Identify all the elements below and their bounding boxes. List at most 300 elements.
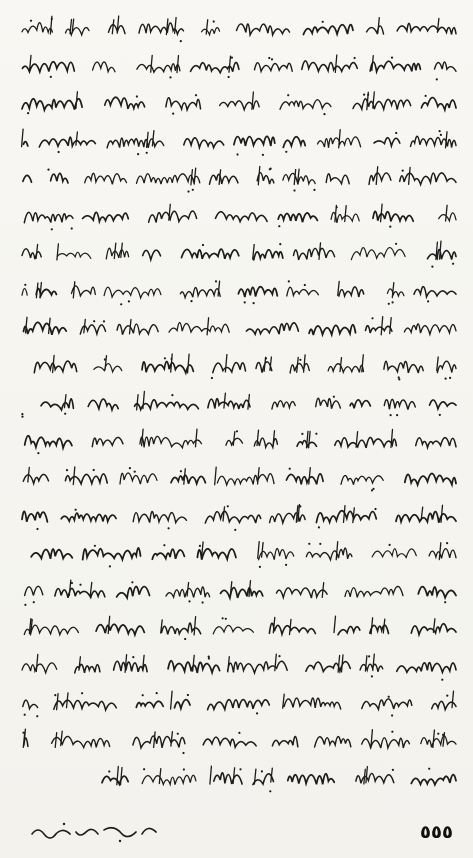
handwriting-dot <box>270 168 272 170</box>
handwriting-stroke <box>187 582 189 596</box>
handwriting-word <box>25 435 72 447</box>
handwriting-word <box>411 775 456 785</box>
handwriting-stroke <box>336 542 338 560</box>
handwriting-stroke <box>57 694 59 710</box>
handwriting-dot <box>322 21 324 23</box>
handwriting-stroke <box>184 469 186 484</box>
handwriting-dot <box>75 508 77 510</box>
handwriting-word <box>24 212 73 222</box>
handwriting-stroke <box>224 393 226 408</box>
handwriting-strokes <box>18 764 460 794</box>
handwriting-word <box>345 586 403 597</box>
handwriting-word <box>213 625 253 634</box>
handwriting-word <box>92 437 123 446</box>
handwriting-dot <box>50 75 52 77</box>
handwriting-word <box>278 212 317 221</box>
handwriting-dot <box>213 20 215 22</box>
handwriting-stroke <box>381 204 383 222</box>
handwriting-stroke <box>372 55 374 70</box>
handwriting-word <box>24 625 78 635</box>
handwriting-word <box>208 399 250 409</box>
handwriting-stroke <box>55 732 57 747</box>
handwriting-stroke <box>409 167 411 184</box>
handwriting-stroke <box>364 769 366 784</box>
handwriting-stroke <box>130 320 132 334</box>
handwriting-word <box>288 774 334 784</box>
handwriting-dot <box>136 95 138 97</box>
handwriting-word <box>255 62 293 71</box>
handwriting-dot <box>184 638 186 640</box>
handwriting-dot <box>129 467 131 469</box>
handwriting-word <box>61 513 116 521</box>
handwriting-word <box>338 627 360 635</box>
handwriting-word <box>133 511 186 522</box>
handwriting-stroke <box>383 619 385 633</box>
handwriting-stroke <box>452 691 454 708</box>
handwriting-stroke <box>322 582 324 597</box>
handwriting-word <box>335 437 397 447</box>
handwriting-strokes <box>18 614 460 644</box>
handwriting-dot <box>64 413 66 415</box>
handwriting-word <box>272 401 295 409</box>
handwriting-word <box>117 586 150 597</box>
handwriting-dot <box>109 565 111 567</box>
handwriting-dot <box>439 130 441 132</box>
handwriting-dot <box>446 695 448 697</box>
handwriting-word <box>254 250 283 260</box>
handwriting-dot <box>427 300 429 302</box>
handwriting-word <box>367 26 384 34</box>
handwriting-word <box>105 97 145 109</box>
handwriting-dot <box>234 528 236 530</box>
handwriting-word <box>25 586 43 595</box>
handwriting-word <box>326 174 349 184</box>
handwriting-word <box>356 773 394 783</box>
handwriting-stroke <box>258 542 260 559</box>
handwriting-strokes <box>18 352 460 382</box>
handwriting-word <box>203 737 256 747</box>
handwriting-dot <box>211 376 213 378</box>
handwriting-stroke <box>79 656 81 669</box>
handwriting-dot <box>371 675 373 677</box>
handwriting-strokes <box>18 502 460 532</box>
handwriting-stroke <box>36 654 38 671</box>
handwriting-stroke <box>228 656 230 671</box>
handwritten-line <box>18 577 460 607</box>
handwriting-stroke <box>381 317 383 335</box>
handwriting-dot <box>390 414 392 416</box>
handwritten-line <box>18 652 460 682</box>
handwriting-stroke <box>262 543 264 558</box>
handwriting-word <box>316 510 376 522</box>
handwriting-dot <box>239 768 241 770</box>
handwriting-word <box>137 174 200 184</box>
handwriting-dot <box>431 266 433 268</box>
handwriting-word <box>41 399 73 410</box>
handwriting-word <box>166 98 201 110</box>
handwriting-stroke <box>344 505 346 522</box>
handwriting-word <box>362 737 410 747</box>
handwriting-word <box>175 700 191 709</box>
handwriting-stroke <box>171 354 173 372</box>
handwriting-dot <box>21 416 23 418</box>
handwriting-word <box>83 548 141 560</box>
handwriting-stroke <box>371 618 373 634</box>
handwriting-dot <box>304 283 306 285</box>
handwriting-word <box>213 362 246 372</box>
handwriting-stroke <box>105 355 107 369</box>
handwriting-dot <box>24 603 26 605</box>
handwriting-dot <box>195 94 197 96</box>
handwriting-dot <box>315 432 317 434</box>
handwriting-dot <box>208 655 210 657</box>
handwriting-dot <box>188 600 190 602</box>
handwritten-line <box>18 352 460 382</box>
handwriting-dot <box>449 376 451 378</box>
handwriting-dot <box>402 170 404 172</box>
handwriting-word <box>51 173 68 183</box>
handwriting-word <box>149 210 197 222</box>
handwriting-stroke <box>207 318 209 335</box>
handwriting-word <box>180 287 220 297</box>
handwriting-dot <box>389 544 391 546</box>
handwriting-dot <box>51 18 53 20</box>
handwriting-word <box>66 28 90 35</box>
handwriting-word <box>353 99 411 110</box>
handwriting-strokes <box>18 539 460 569</box>
handwriting-stroke <box>188 354 190 373</box>
handwriting-dot <box>444 601 446 603</box>
handwriting-word <box>31 549 72 559</box>
handwriting-strokes <box>18 689 460 719</box>
handwriting-dot <box>54 694 56 696</box>
handwriting-dot <box>36 715 38 717</box>
handwriting-word <box>302 60 358 70</box>
handwriting-stroke <box>194 617 196 635</box>
handwriting-dot <box>371 317 373 319</box>
handwriting-strokes <box>18 577 460 607</box>
handwriting-dot <box>391 56 393 58</box>
handwriting-stroke <box>334 616 336 633</box>
handwriting-dot <box>261 770 263 772</box>
handwriting-word <box>360 664 383 672</box>
handwritten-line <box>18 727 460 757</box>
handwriting-word <box>253 774 274 785</box>
handwriting-stroke <box>309 468 311 484</box>
handwriting-word <box>237 24 290 35</box>
handwriting-word <box>140 436 202 447</box>
handwriting-word <box>214 773 242 784</box>
handwriting-dot <box>24 283 26 285</box>
handwriting-word <box>397 662 456 672</box>
handwriting-word <box>366 326 392 333</box>
handwriting-word <box>272 736 297 746</box>
handwritten-line <box>18 427 460 457</box>
handwriting-word <box>430 400 457 409</box>
handwriting-word <box>220 101 260 110</box>
handwriting-dot <box>392 769 394 771</box>
handwriting-dot <box>398 376 400 378</box>
handwriting-word <box>341 475 383 484</box>
handwriting-word <box>309 325 355 335</box>
handwriting-word <box>414 286 456 296</box>
handwriting-word <box>421 735 456 747</box>
handwriting-word <box>303 25 353 35</box>
handwriting-dot <box>93 469 95 471</box>
handwriting-word <box>396 511 456 522</box>
handwriting-dot <box>389 225 391 227</box>
handwriting-word <box>34 361 76 373</box>
handwriting-stroke <box>258 167 260 185</box>
handwriting-word <box>374 137 400 145</box>
handwriting-word <box>418 586 456 597</box>
handwriting-word <box>277 587 328 597</box>
handwriting-word <box>120 473 157 484</box>
handwriting-word <box>143 250 161 260</box>
handwriting-word <box>421 98 456 110</box>
handwriting-word <box>54 700 117 710</box>
handwriting-stroke <box>271 768 273 782</box>
handwriting-stroke <box>28 467 30 482</box>
handwritten-line <box>18 202 460 232</box>
handwritten-text-block <box>18 14 460 804</box>
handwriting-strokes <box>18 14 460 44</box>
handwriting-dot <box>180 470 182 472</box>
handwriting-word <box>259 549 294 560</box>
handwriting-stroke <box>76 92 78 109</box>
handwriting-stroke <box>151 55 153 72</box>
handwriting-dot <box>37 452 39 454</box>
handwritten-footer-note-stroke <box>24 816 174 846</box>
handwriting-word <box>369 173 391 184</box>
handwriting-word <box>152 549 184 559</box>
handwriting-dot <box>265 357 267 359</box>
handwriting-word <box>439 212 456 220</box>
handwriting-word <box>65 474 107 484</box>
handwriting-dot <box>396 414 398 416</box>
handwriting-stroke <box>353 507 355 522</box>
handwriting-word <box>94 363 122 371</box>
handwriting-dot <box>225 618 227 620</box>
handwriting-dot <box>163 544 165 546</box>
handwriting-dot <box>51 228 53 230</box>
handwriting-stroke <box>76 132 78 145</box>
handwriting-dot <box>168 527 170 529</box>
handwriting-word <box>83 212 129 221</box>
handwriting-word <box>437 361 456 373</box>
handwriting-word <box>316 398 341 408</box>
handwriting-dot <box>215 280 217 282</box>
handwriting-stroke <box>446 205 448 221</box>
handwriting-stroke <box>297 357 299 372</box>
handwriting-word <box>428 250 457 260</box>
handwriting-dot <box>445 377 447 379</box>
handwriting-strokes <box>18 52 460 82</box>
handwriting-dot <box>278 655 280 657</box>
handwriting-dot <box>289 468 291 470</box>
handwriting-dot <box>164 357 166 359</box>
handwriting-dot <box>440 133 442 135</box>
handwriting-strokes <box>18 427 460 457</box>
handwriting-word <box>221 587 263 597</box>
handwritten-line <box>18 614 460 644</box>
handwriting-dot <box>374 507 376 509</box>
handwriting-stroke <box>159 769 161 784</box>
handwriting-word <box>429 549 456 559</box>
handwriting-dot <box>437 732 439 734</box>
handwriting-strokes <box>18 127 460 157</box>
handwritten-line <box>18 239 460 269</box>
handwriting-stroke <box>84 319 86 333</box>
handwritten-line <box>18 314 460 344</box>
handwriting-dot <box>71 581 73 583</box>
handwriting-stroke <box>57 244 59 260</box>
handwriting-word <box>283 136 305 147</box>
handwriting-word <box>306 661 350 671</box>
handwriting-word <box>280 100 331 109</box>
handwriting-stroke <box>433 730 435 747</box>
handwriting-dot <box>172 113 174 115</box>
handwriting-word <box>85 173 127 184</box>
handwriting-stroke <box>177 55 179 72</box>
handwriting-word <box>287 287 319 296</box>
handwriting-word <box>384 361 423 373</box>
handwriting-word <box>22 288 27 295</box>
handwriting-stroke <box>36 244 38 258</box>
handwriting-stroke <box>441 505 443 522</box>
handwriting-stroke <box>373 654 375 670</box>
handwriting-strokes <box>18 277 460 307</box>
handwriting-dot <box>354 56 356 58</box>
handwriting-word <box>246 323 298 334</box>
handwriting-word <box>107 138 164 148</box>
handwriting-dot <box>142 694 144 696</box>
handwriting-dot <box>299 505 301 507</box>
handwriting-stroke <box>342 654 344 671</box>
handwriting-word <box>197 549 236 560</box>
handwriting-stroke <box>309 431 311 447</box>
handwriting-dot <box>395 131 397 133</box>
handwriting-word <box>208 700 270 710</box>
handwriting-dot <box>319 543 321 545</box>
handwriting-dot <box>278 225 280 227</box>
handwriting-word <box>397 23 456 34</box>
handwriting-stroke <box>390 318 392 334</box>
handwriting-dot <box>180 40 182 42</box>
handwriting-word <box>270 512 306 522</box>
handwriting-word <box>290 363 309 372</box>
handwriting-dot <box>22 731 24 733</box>
handwriting-word <box>36 288 56 295</box>
handwriting-stroke <box>264 357 266 371</box>
handwriting-word <box>182 249 239 259</box>
handwriting-word <box>191 62 239 72</box>
handwriting-word <box>387 288 404 295</box>
handwriting-stroke <box>121 768 123 785</box>
handwriting-dot <box>367 94 369 96</box>
handwriting-word <box>284 698 341 709</box>
handwritten-line <box>18 389 460 419</box>
handwriting-stroke <box>108 616 110 633</box>
handwriting-stroke <box>114 243 116 258</box>
handwriting-dot <box>287 94 289 96</box>
handwriting-dot <box>222 617 224 619</box>
handwriting-dot <box>202 601 204 603</box>
handwriting-dot <box>323 113 325 115</box>
handwriting-dot <box>27 112 29 114</box>
handwriting-dot <box>388 302 390 304</box>
handwriting-dot <box>279 243 281 245</box>
handwriting-word <box>136 701 163 707</box>
handwritten-line <box>18 539 460 569</box>
handwriting-dot <box>259 566 261 568</box>
handwriting-dot <box>171 394 173 396</box>
handwriting-word <box>137 63 180 72</box>
handwriting-stroke <box>215 467 217 485</box>
handwriting-word <box>339 286 364 296</box>
handwriting-dot <box>103 320 105 322</box>
handwriting-dot <box>66 469 68 471</box>
handwriting-dot <box>238 731 240 733</box>
handwriting-stroke <box>193 655 195 671</box>
handwriting-dot <box>268 56 270 58</box>
handwriting-dot <box>228 75 230 77</box>
handwriting-stroke <box>171 691 173 709</box>
handwriting-dot <box>156 692 158 694</box>
handwriting-dot <box>171 357 173 359</box>
handwriting-stroke <box>335 55 337 72</box>
handwriting-dot <box>285 150 287 152</box>
handwriting-word <box>315 736 351 746</box>
handwritten-line <box>18 14 460 44</box>
handwriting-dot <box>256 712 258 714</box>
handwriting-dot <box>368 655 370 657</box>
handwriting-dot <box>436 78 438 80</box>
handwriting-stroke <box>53 355 55 372</box>
handwritten-line <box>18 764 460 794</box>
handwriting-dot <box>425 95 427 97</box>
handwriting-dot <box>395 243 397 245</box>
handwriting-dot <box>363 94 365 96</box>
handwriting-word <box>210 174 238 184</box>
handwriting-dot <box>30 20 32 22</box>
handwriting-stroke <box>294 170 296 185</box>
handwriting-stroke <box>233 768 235 784</box>
handwriting-dot <box>313 189 315 191</box>
handwriting-dot <box>79 583 81 585</box>
handwriting-dot <box>452 263 454 265</box>
handwriting-stroke <box>143 391 145 408</box>
handwriting-dot <box>81 692 83 694</box>
handwriting-word <box>102 776 128 784</box>
handwriting-word <box>106 248 128 259</box>
handwriting-dot <box>439 414 441 416</box>
handwriting-dot <box>392 301 394 303</box>
handwriting-dot <box>236 153 238 155</box>
handwritten-footer-note <box>24 816 174 846</box>
handwriting-dot <box>371 489 373 491</box>
handwritten-line <box>18 277 460 307</box>
handwritten-line <box>18 464 460 494</box>
handwriting-dot <box>199 545 201 547</box>
handwriting-stroke <box>319 243 321 259</box>
handwriting-word <box>216 211 268 221</box>
handwriting-dot <box>318 526 320 528</box>
handwriting-dot <box>244 301 246 303</box>
handwriting-dot <box>93 320 95 322</box>
handwriting-dot <box>202 244 204 246</box>
handwriting-dot <box>308 543 310 545</box>
